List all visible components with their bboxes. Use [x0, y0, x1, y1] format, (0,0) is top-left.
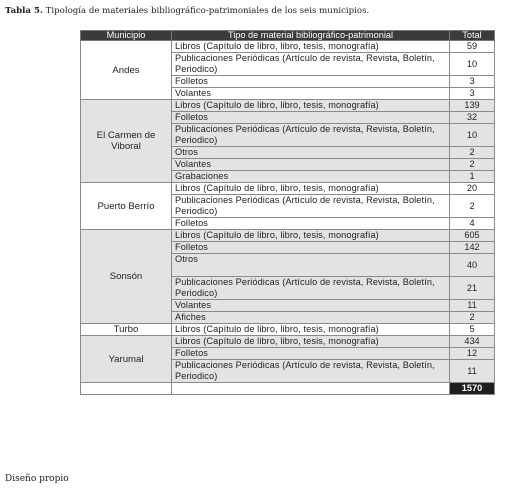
blank-cell — [172, 383, 450, 395]
tipo-cell: Volantes — [172, 88, 450, 100]
caption-label: Tabla 5. — [5, 6, 43, 16]
tipo-cell: Otros — [172, 254, 450, 277]
municipio-cell: El Carmen de Viboral — [81, 100, 172, 183]
header-total: Total — [450, 31, 495, 41]
total-cell: 434 — [450, 336, 495, 348]
table-row — [81, 230, 495, 242]
municipio-cell: Turbo — [81, 324, 172, 336]
tipo-cell: Folletos — [172, 112, 450, 124]
total-cell: 2 — [450, 195, 495, 218]
total-cell: 2 — [450, 312, 495, 324]
table-header-row — [81, 31, 495, 41]
total-cell: 605 — [450, 230, 495, 242]
tipo-cell: Grabaciones — [172, 171, 450, 183]
caption-text: Tipología de materiales bibliográfico-patrimoniales de los seis municipios. — [42, 6, 370, 16]
total-cell: 142 — [450, 242, 495, 254]
total-cell: 59 — [450, 41, 495, 53]
total-cell: 20 — [450, 183, 495, 195]
table-caption — [5, 6, 369, 16]
tipo-cell: Libros (Capítulo de libro, libro, tesis, monografía) — [172, 183, 450, 195]
table-body — [81, 41, 495, 395]
total-row — [81, 383, 495, 395]
tipo-cell: Volantes — [172, 300, 450, 312]
total-cell: 11 — [450, 360, 495, 383]
tipo-cell: Libros (Capítulo de libro, libro, tesis, monografía) — [172, 41, 450, 53]
materials-table — [80, 30, 495, 395]
tipo-cell: Publicaciones Periódicas (Artículo de revista, Revista, Boletín, Periodico) — [172, 277, 450, 300]
total-cell: 2 — [450, 147, 495, 159]
total-cell: 12 — [450, 348, 495, 360]
source-note: Diseño propio — [5, 474, 69, 484]
total-cell: 10 — [450, 53, 495, 76]
tipo-cell: Libros (Capítulo de libro, libro, tesis, monografía) — [172, 324, 450, 336]
total-cell: 139 — [450, 100, 495, 112]
total-cell: 2 — [450, 159, 495, 171]
municipio-cell: Yarumal — [81, 336, 172, 383]
total-cell: 11 — [450, 300, 495, 312]
tipo-cell: Afiches — [172, 312, 450, 324]
tipo-cell: Folletos — [172, 76, 450, 88]
table-row — [81, 324, 495, 336]
municipio-cell: Andes — [81, 41, 172, 100]
tipo-cell: Publicaciones Periódicas (Artículo de revista, Revista, Boletín, Periodico) — [172, 360, 450, 383]
table-row — [81, 100, 495, 112]
municipio-cell: Sonsón — [81, 230, 172, 324]
tipo-cell: Publicaciones Periódicas (Artículo de revista, Revista, Boletín, Periodico) — [172, 53, 450, 76]
table-row — [81, 336, 495, 348]
table-row — [81, 41, 495, 53]
total-cell: 3 — [450, 76, 495, 88]
tipo-cell: Libros (Capítulo de libro, libro, tesis, monografía) — [172, 100, 450, 112]
header-municipio: Municipio — [81, 31, 172, 41]
municipio-cell: Puerto Berrío — [81, 183, 172, 230]
total-cell: 1 — [450, 171, 495, 183]
header-tipo: Tipo de material bibliográfico-patrimonial — [172, 31, 450, 41]
tipo-cell: Volantes — [172, 159, 450, 171]
tipo-cell: Folletos — [172, 348, 450, 360]
total-cell: 10 — [450, 124, 495, 147]
blank-cell — [81, 383, 172, 395]
total-cell: 40 — [450, 254, 495, 277]
tipo-cell: Publicaciones Periódicas (Artículo de revista, Revista, Boletín, Periodico) — [172, 124, 450, 147]
tipo-cell: Folletos — [172, 218, 450, 230]
total-cell: 21 — [450, 277, 495, 300]
tipo-cell: Otros — [172, 147, 450, 159]
total-cell: 4 — [450, 218, 495, 230]
tipo-cell: Libros (Capítulo de libro, libro, tesis, monografía) — [172, 336, 450, 348]
tipo-cell: Folletos — [172, 242, 450, 254]
total-cell: 32 — [450, 112, 495, 124]
table-row — [81, 183, 495, 195]
tipo-cell: Publicaciones Periódicas (Artículo de revista, Revista, Boletín, Periodico) — [172, 195, 450, 218]
grand-total-cell: 1570 — [450, 383, 495, 395]
total-cell: 3 — [450, 88, 495, 100]
total-cell: 5 — [450, 324, 495, 336]
tipo-cell: Libros (Capítulo de libro, libro, tesis, monografía) — [172, 230, 450, 242]
